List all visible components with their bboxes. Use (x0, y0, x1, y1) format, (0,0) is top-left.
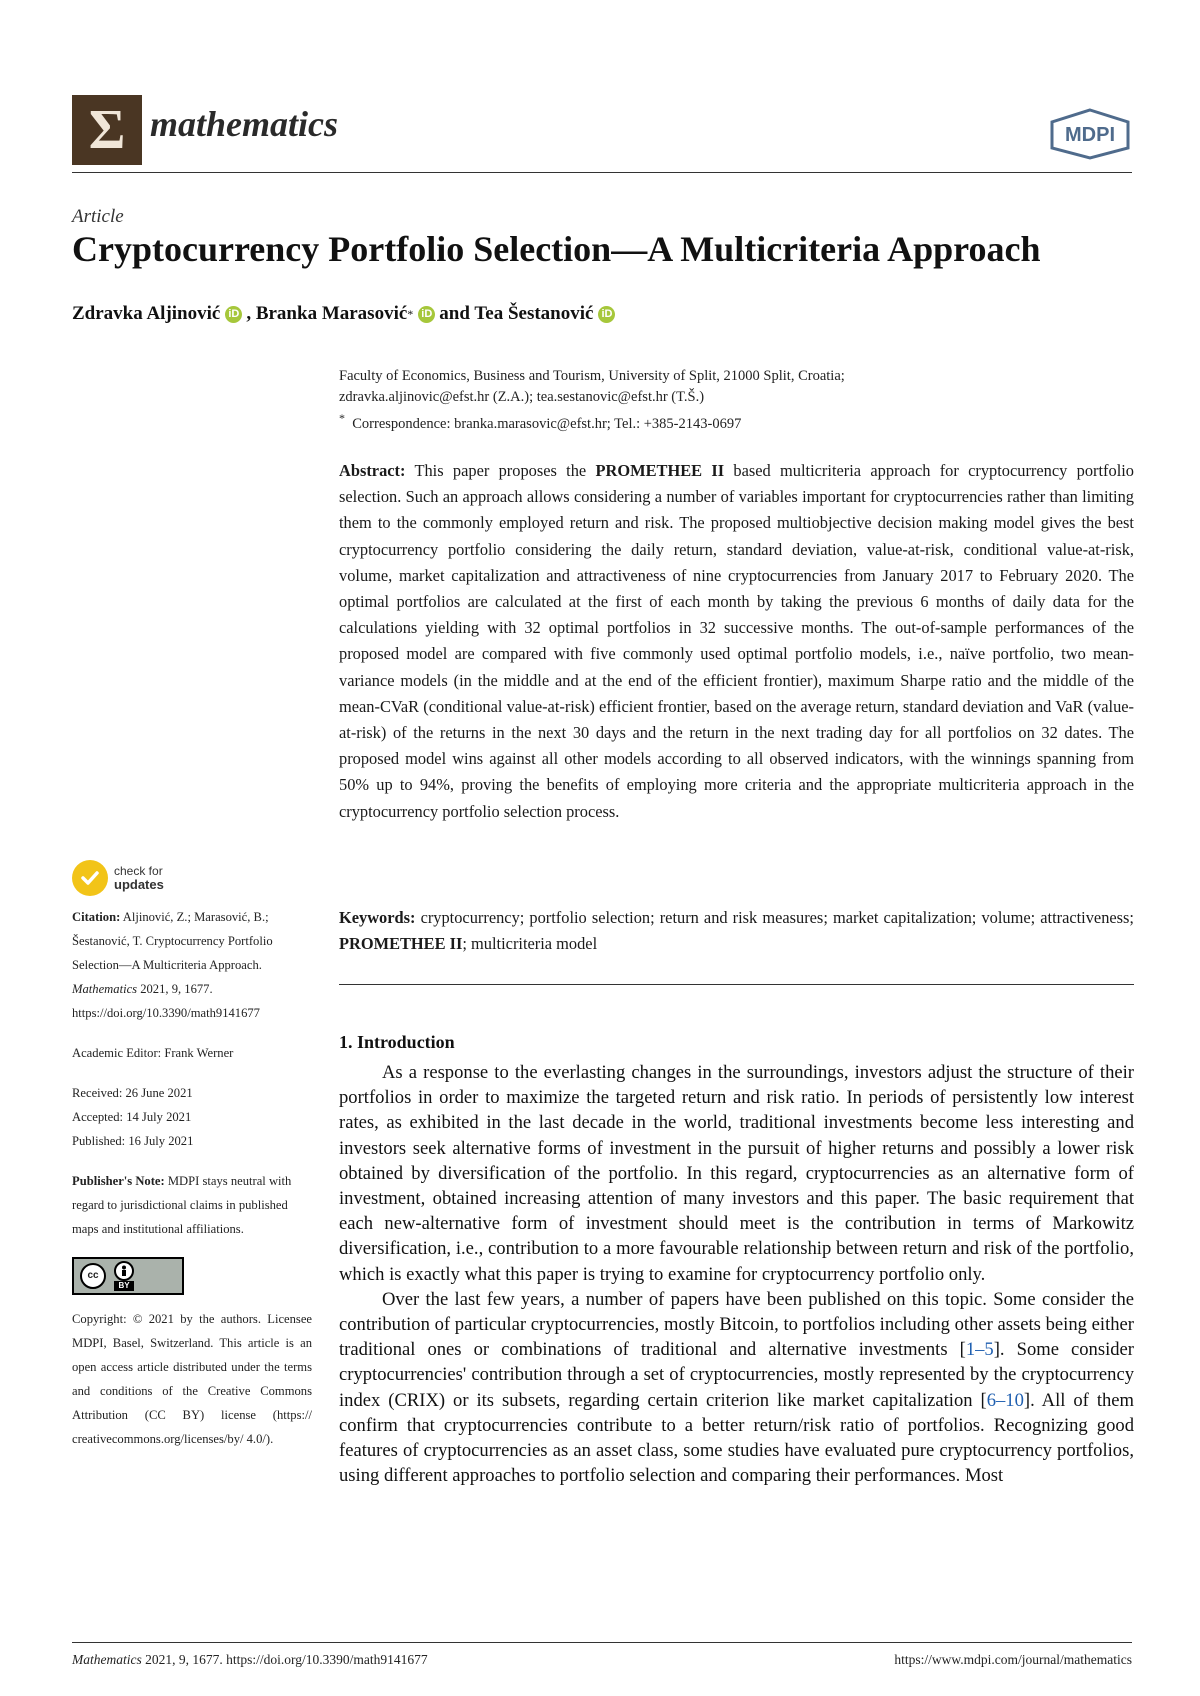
author-list (72, 303, 619, 325)
cc-license-badge[interactable] (72, 1257, 184, 1295)
affiliation-block (339, 366, 1139, 435)
accepted-date: Accepted: 14 July 2021 (72, 1110, 192, 1124)
keywords-text-1: cryptocurrency; portfolio selection; return and risk measures; market capitalization; volume; attractiveness; (420, 908, 1134, 927)
section-heading: 1. Introduction (339, 1032, 455, 1052)
correspondence-mark: * (339, 411, 345, 425)
check-for-updates-label: check for updates (114, 864, 164, 892)
corresponding-mark: * (407, 306, 414, 321)
academic-editor: Academic Editor: Frank Werner (72, 1046, 234, 1060)
journal-name: mathematics (150, 104, 338, 144)
footer-citation: Mathematics 2021, 9, 1677. https://doi.org/10.3390/math9141677 (72, 1652, 428, 1667)
publishers-note: Publisher's Note: MDPI stays neutral with regard to jurisdictional claims in published maps and institutional affiliations. (72, 1174, 292, 1236)
citation-doi-link[interactable]: 2021, 9, 1677. https://doi.org/10.3390/math9141677 (72, 982, 260, 1020)
footer-divider (72, 1642, 1132, 1643)
checkmark-icon (72, 860, 108, 896)
cc-icon: cc (80, 1263, 106, 1289)
correspondence-line (339, 408, 1139, 435)
abstract-bold-term: PROMETHEE II (595, 461, 725, 480)
journal-logo (72, 95, 142, 165)
affiliation-line: Faculty of Economics, Business and Tourism, University of Split, 21000 Split, Croatia; (339, 368, 845, 384)
paragraph: Over the last few years, a number of papers have been published on this topic. Some consider the contribution of particular cryptocurrencies, mostly Bitcoin, to portfolios including other assets being either traditional ones or combinations of traditional and alternative investments [1–5]. Some consider cryptocurrencies' contribution through a set of cryptocurrencies, mostly represented by the cryptocurrency index (CRIX) or its subsets, regarding certain criterion like market capitalization [6–10]. All of them confirm that cryptocurrencies contribute to a better return/risk ratio of portfolios. Recognizing good features of cryptocurrencies as an asset class, some studies have evaluated pure cryptocurrency portfolios, using different approaches to portfolio selection and comparing their performances. Most (339, 1288, 1134, 1487)
footer-journal-url[interactable]: https://www.mdpi.com/journal/mathematics (894, 1652, 1132, 1667)
dates-block (72, 1081, 312, 1153)
sidebar-info (72, 905, 312, 1451)
footer-doi-link[interactable]: 2021, 9, 1677. https://doi.org/10.3390/math9141677 (141, 1652, 428, 1667)
header-divider (72, 172, 1132, 173)
affiliation-emails[interactable]: zdravka.aljinovic@efst.hr (Z.A.); tea.sestanovic@efst.hr (T.Š.) (339, 389, 705, 405)
citation-link[interactable]: 6–10 (986, 1389, 1024, 1411)
citation-link[interactable]: 1–5 (965, 1339, 994, 1361)
keywords-label: Keywords: (339, 908, 416, 927)
published-date: Published: 16 July 2021 (72, 1134, 194, 1148)
orcid-icon[interactable]: iD (418, 306, 435, 323)
orcid-icon[interactable]: iD (598, 306, 615, 323)
person-icon (114, 1261, 134, 1281)
author-name[interactable]: and Tea Šestanović (439, 303, 594, 324)
mdpi-logo-text: MDPI (1065, 124, 1115, 146)
author-name[interactable]: , Branka Marasović (246, 303, 408, 324)
keywords (339, 905, 1134, 957)
author-name[interactable]: Zdravka Aljinović (72, 303, 221, 324)
citation-block: Citation: Aljinović, Z.; Marasović, B.; Šestanović, T. Cryptocurrency Portfolio Selection—A Multicriteria Approach. Mathematics 2021, 9, 1677. https://doi.org/10.3390/math9141677 (72, 910, 273, 1020)
orcid-icon[interactable]: iD (225, 306, 242, 323)
correspondence-text[interactable]: Correspondence: branka.marasovic@efst.hr; Tel.: +385-2143-0697 (352, 415, 742, 432)
abstract-divider (339, 984, 1134, 985)
copyright-notice: Copyright: © 2021 by the authors. Licensee MDPI, Basel, Switzerland. This article is an open access article distributed under the terms and conditions of the Creative Commons Attribution (CC BY) license (https:// creativecommons.org/licenses/by/ 4.0/). (72, 1312, 312, 1446)
abstract-text-2: based multicriteria approach for cryptocurrency portfolio selection. Such an approach allows considering a number of variables important for cryptocurrencies rather than limiting them to the commonly employed return and risk. The proposed multiobjective decision making model gives the best cryptocurrency portfolio considering the daily return, standard deviation, value-at-risk, conditional value-at-risk, volume, market capitalization and attractiveness of nine cryptocurrencies from January 2017 to February 2020. The optimal portfolios are calculated at the first of each month by taking the previous 6 months of daily data for the calculations yielding with 32 optimal portfolios in 32 successive months. The out-of-sample performances of the proposed model are compared with five commonly used optimal portfolio models, i.e., naïve portfolio, two mean-variance models (in the middle and at the end of the efficient frontier), maximum Sharpe ratio and the middle of the mean-CVaR (conditional value-at-risk) efficient frontier, based on the average return, standard deviation and VaR (value-at-risk) of the returns in the next 30 days and the return in the next trading day for all portfolios on 32 dates. The proposed model wins against all other models according to all observed indicators, with the winnings spanning from 50% up to 94%, proving the benefits of employing more criteria and the appropriate multicriteria approach in the cryptocurrency portfolio selection process. (339, 461, 1134, 821)
check-for-updates-button[interactable] (72, 860, 164, 896)
page-title: Cryptocurrency Portfolio Selection—A Multicriteria Approach (72, 229, 1041, 269)
sigma-icon: Σ (88, 99, 126, 161)
license-badge-label: BY (114, 1281, 133, 1291)
introduction-body (339, 1060, 1134, 1488)
article-type: Article (72, 206, 124, 227)
received-date: Received: 26 June 2021 (72, 1086, 193, 1100)
keywords-text-2: ; multicriteria model (462, 934, 598, 953)
abstract (339, 458, 1134, 825)
paragraph: As a response to the everlasting changes in the surroundings, investors adjust the structure of their portfolios in order to maximize the targeted return and risk ratio. In periods of persistently low interest rates, as exhibited in the last decade in the world, traditional investments become less interesting and investors seek alternative forms of investment in the pursuit of higher returns and possibly a lower risk obtained by diversification of the portfolio. In this regard, cryptocurrencies as an alternative form of investment, obtained increasing attention of many investors and this paper. The basic requirement that each new-alternative form of investment should meet is the contribution in terms of Markowitz diversification, i.e., contribution to a more favourable relationship between return and risk of the portfolio, which is exactly what this paper is trying to examine for cryptocurrency portfolio only. (339, 1062, 1134, 1285)
abstract-text-1: This paper proposes the (414, 461, 596, 480)
keywords-bold-term: PROMETHEE II (339, 934, 463, 953)
abstract-label: Abstract: (339, 461, 406, 480)
mdpi-logo (1048, 108, 1132, 160)
attribution-icon (114, 1261, 134, 1291)
